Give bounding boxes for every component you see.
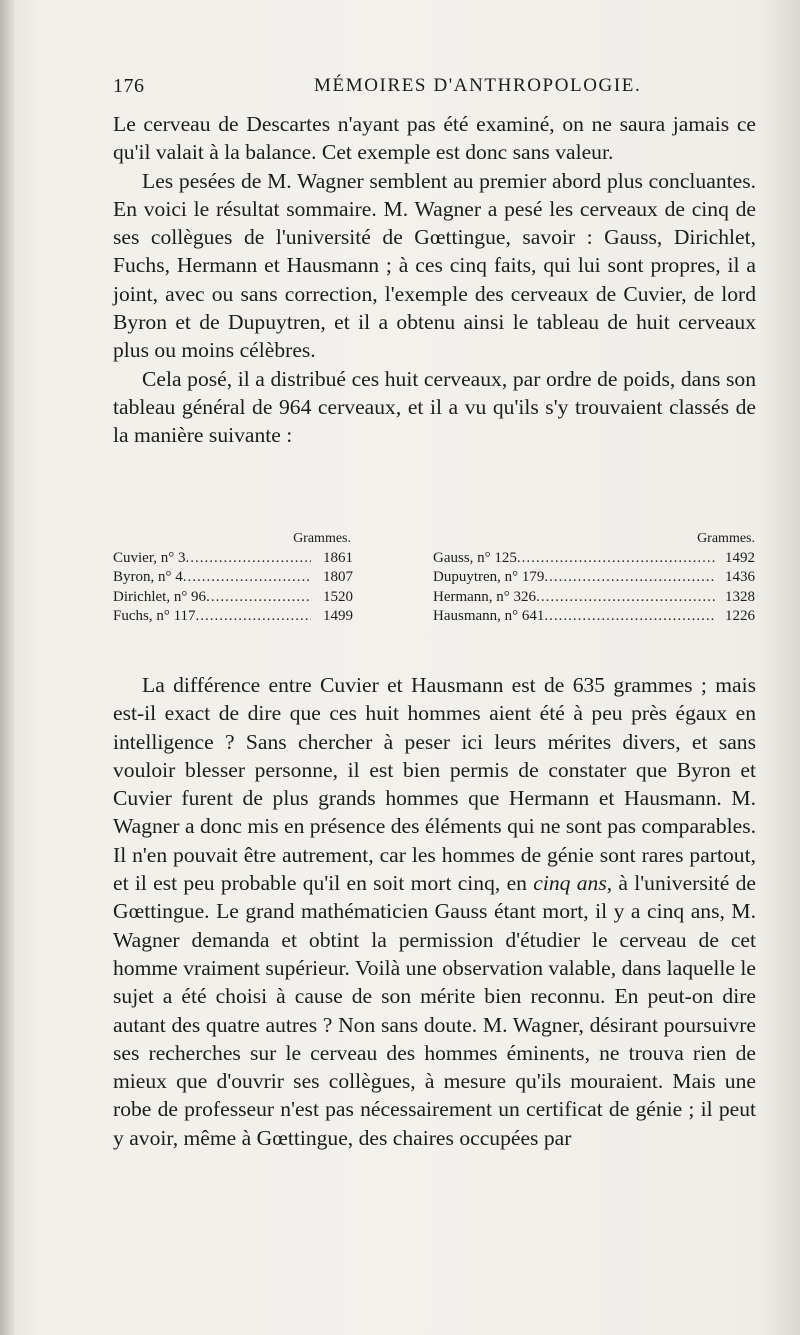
leader-dots: [183, 568, 311, 587]
page-header: [113, 75, 753, 101]
brain-weight: 1520: [323, 588, 353, 605]
paragraph-text: , à l'université de Gœttingue. Le grand mathématicien Gauss étant mort, il y a cinq ans, M. Wagner demanda et obtint la permission d'étudier le cerveau de cet homme vraiment supérieur. Voilà une observation valable, dans laquelle le sujet a été choisi à cause de son mérite bien reconnu. En peut-on dire autant des quatre autres ? Non sans doute. M. Wagner, désirant poursuivre ses recherches sur le cerveau des hommes éminents, ne trouva rien de mieux que d'ouvrir ses collègues, à mesure qu'ils mouraient. Mais une robe de professeur n'est pas nécessairement un certificat de génie ; il peut y avoir, même à Gœttingue, des chaires occupées par: [113, 871, 757, 1150]
leader-dots: [185, 549, 311, 568]
unit-header: Grammes.: [293, 531, 351, 546]
table-row: [433, 607, 755, 626]
brain-weight: 1807: [323, 569, 353, 586]
table-row: [113, 568, 353, 587]
subject-name: Byron, n° 4: [113, 569, 183, 586]
brain-weight: 1226: [725, 607, 755, 624]
leader-dots: [544, 607, 715, 626]
paragraph: Cela posé, il a distribué ces huit cerveaux, par ordre de poids, dans son tableau général de 964 cerveaux, et il a vu qu'ils s'y trouvaient classés de la manière suivante :: [113, 366, 756, 448]
subject-name: Fuchs, n° 117: [113, 607, 196, 624]
leader-dots: [206, 588, 311, 607]
brain-weight: 1499: [323, 607, 353, 624]
subject-name: Dirichlet, n° 96: [113, 588, 207, 605]
brain-weight: 1328: [725, 588, 755, 605]
leader-dots: [536, 588, 715, 607]
unit-header: Grammes.: [697, 531, 755, 546]
subject-name: Hausmann, n° 641: [433, 607, 545, 624]
subject-name: Gauss, n° 125: [433, 550, 517, 567]
emphasized-text: cinq ans: [533, 871, 607, 896]
subject-name: Cuvier, n° 3: [113, 550, 186, 567]
table-row: [113, 588, 353, 607]
running-title: MÉMOIRES D'ANTHROPOLOGIE.: [314, 75, 642, 96]
paragraph: Les pesées de M. Wagner semblent au premier abord plus concluantes. En voici le résultat sommaire. M. Wagner a pesé les cerveaux de cinq de ses collègues de l'université de Gœttingue, savoir : Gauss, Dirichlet, Fuchs, Hermann et Hausmann ; à ces cinq faits, qui lui sont propres, il a joint, avec ou sans correction, l'exemple des cerveaux de Cuvier, de lord Byron et de Dupuytren, et il a obtenu ainsi le tableau de huit cerveaux plus ou moins célèbres.: [113, 168, 756, 363]
paragraph: [113, 671, 756, 1152]
table-row: [113, 549, 353, 568]
paragraph-text: La différence entre Cuvier et Hausmann est de 635 grammes ; mais est-il exact de dire que ces huit hommes aient été à peu près égaux en intelligence ? Sans chercher à peser ici leurs mérites divers, et sans vouloir blesser personne, il est bien permis de constater que Byron et Cuvier furent de plus grands hommes que Hermann et Hausmann. M. Wagner a donc mis en présence des éléments qui ne sont pas comparables. Il n'en pouvait être autrement, car les hommes de génie sont rares partout, et il est peu probable qu'il en soit mort cinq, en: [113, 673, 756, 896]
brain-weight: 1492: [725, 550, 755, 567]
subject-name: Hermann, n° 326: [433, 588, 537, 605]
leader-dots: [517, 549, 715, 568]
page-gutter-shadow: [0, 0, 14, 1335]
table-column-left: [113, 529, 403, 626]
table-row: [433, 588, 755, 607]
paragraph: Le cerveau de Descartes n'ayant pas été examiné, on ne saura jamais ce qu'il valait à la balance. Cet exemple est donc sans valeur.: [113, 112, 756, 165]
subject-name: Dupuytren, n° 179: [433, 569, 545, 586]
brain-weight: 1436: [725, 569, 755, 586]
table-row: [433, 568, 755, 587]
table-row: [433, 549, 755, 568]
text-block-after-table: [113, 671, 756, 1152]
table-column-right: [433, 529, 755, 626]
text-block-before-table: [113, 110, 756, 450]
brain-weight: 1861: [323, 550, 353, 567]
brain-weight-table: [113, 529, 755, 669]
leader-dots: [196, 607, 311, 626]
leader-dots: [544, 568, 715, 587]
table-row: [113, 607, 353, 626]
page-number: 176: [113, 75, 145, 97]
